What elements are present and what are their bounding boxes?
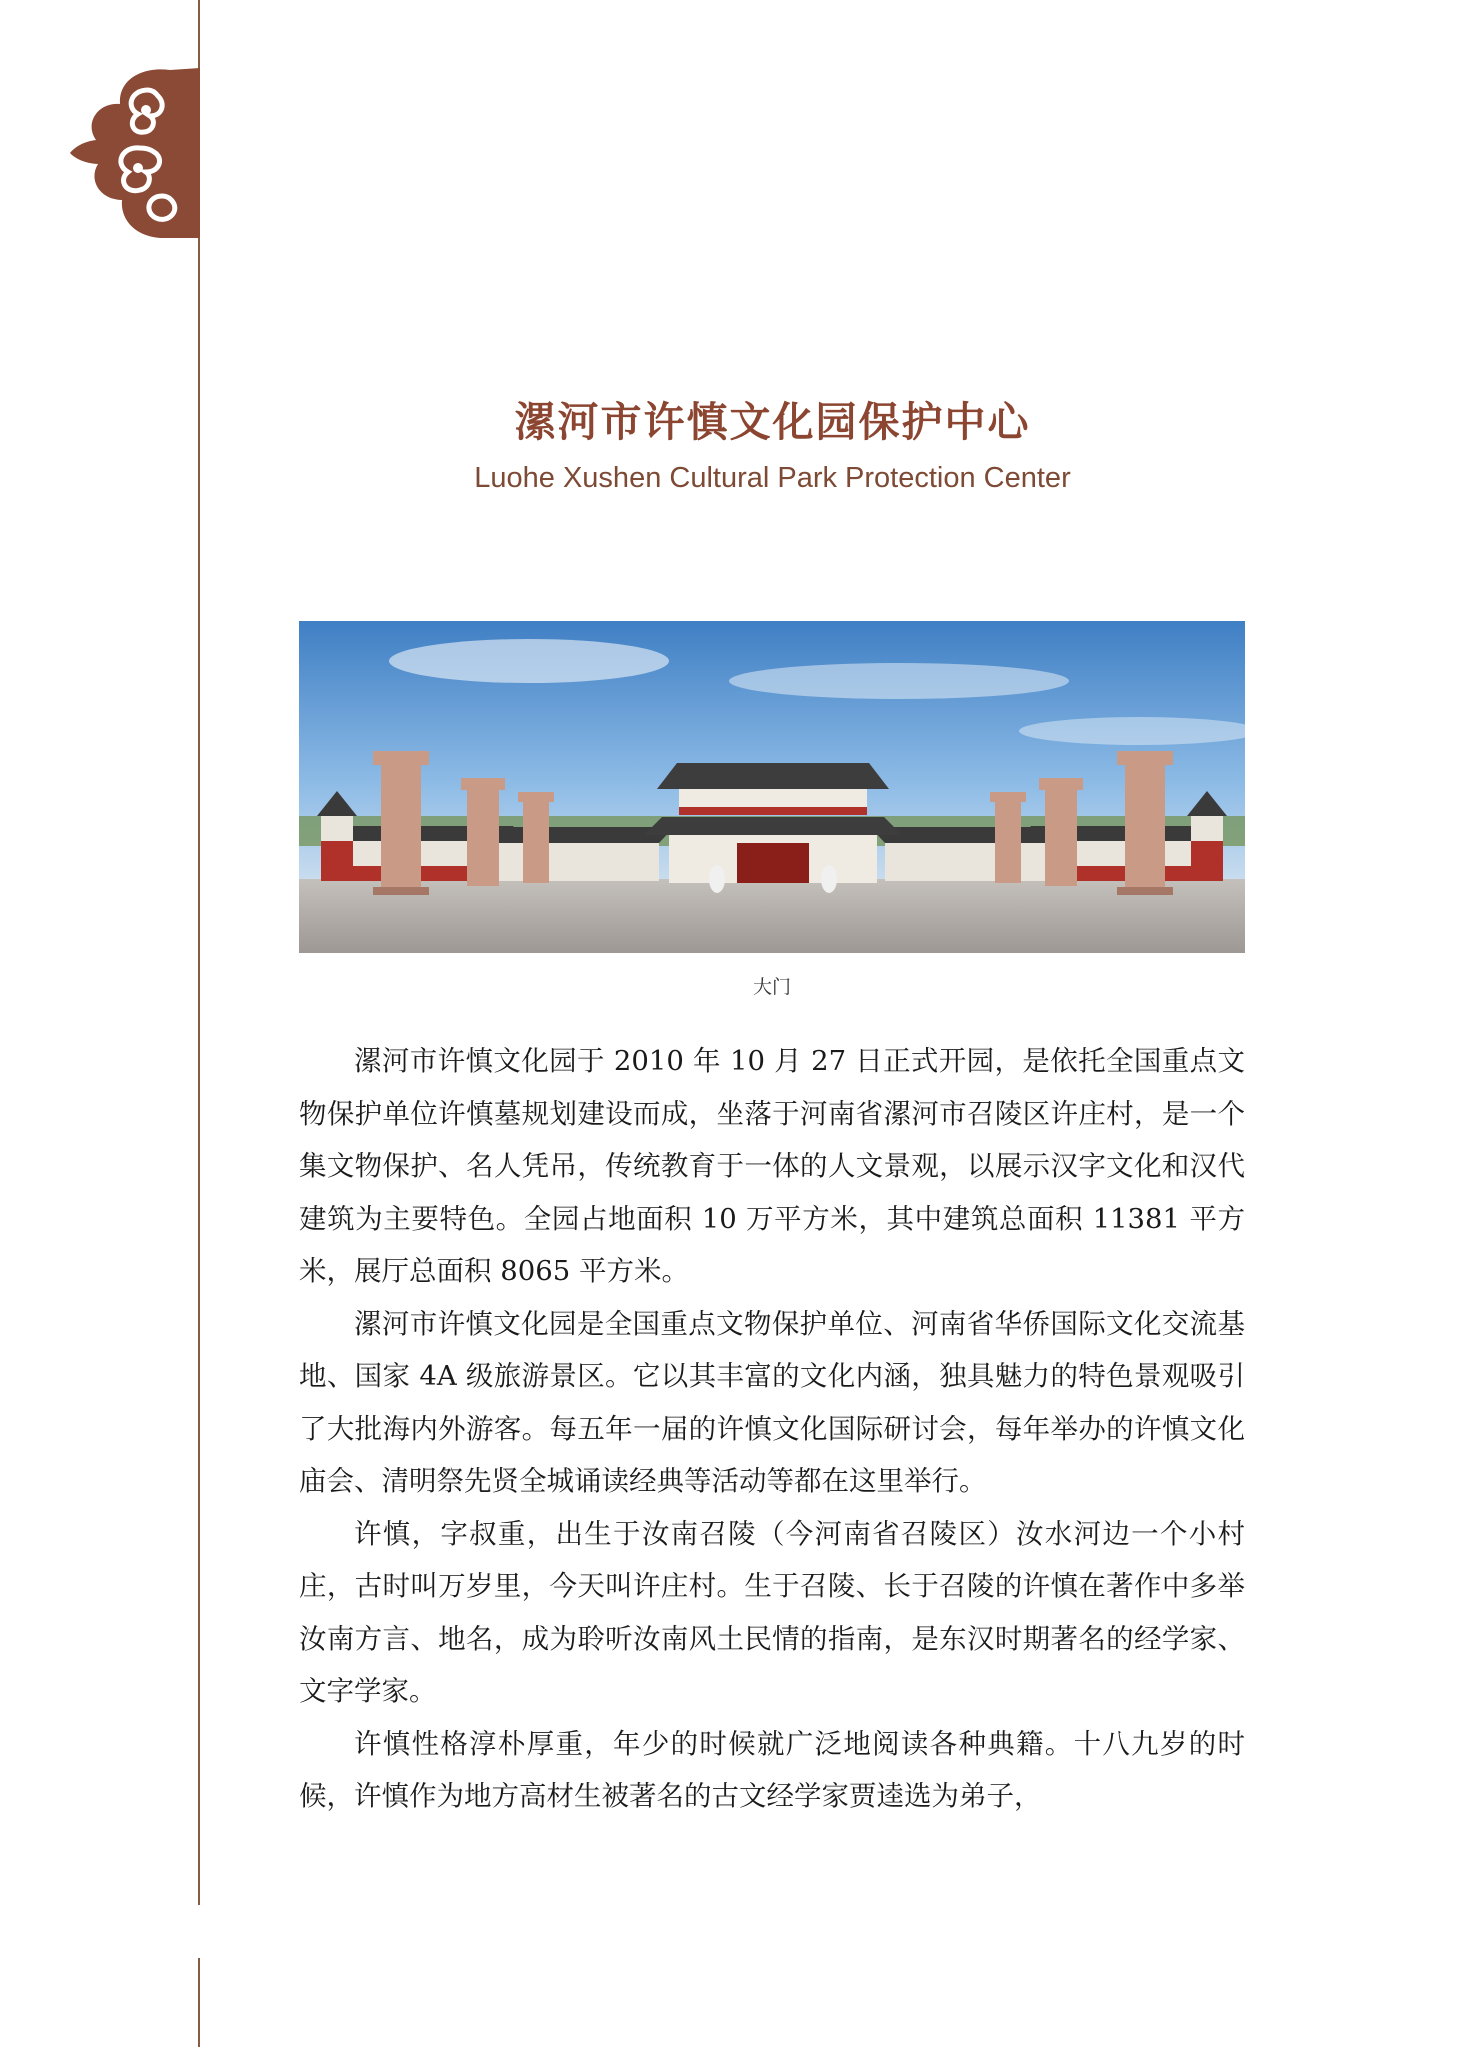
paragraph-1: 漯河市许慎文化园于 2010 年 10 月 27 日正式开园，是依托全国重点文物保护单位许慎墓规划建设而成，坐落于河南省漯河市召陵区许庄村，是一个集文物保护、名人凭吊，传统教育于一体的人文景观，以展示汉字文化和汉代建筑为主要特色。全园占地面积 10 万平方米，其中建筑总面积 11381 平方米，展厅总面积 8065 平方米。 xyxy=(299,1045,1245,1287)
page-title: 漯河市许慎文化园保护中心 xyxy=(514,398,1031,446)
paragraph-4: 许慎性格淳朴厚重，年少的时候就广泛地阅读各种典籍。十八九岁的时候，许慎作为地方高材生被著名的古文经学家贾逵选为弟子， xyxy=(299,1727,1245,1812)
article-body xyxy=(299,1035,1245,1823)
paragraph-3: 许慎，字叔重，出生于汝南召陵（今河南省召陵区）汝水河边一个小村庄，古时叫万岁里，今天叫许庄村。生于召陵、长于召陵的许慎在著作中多举汝南方言、地名，成为聆听汝南风土民情的指南，是东汉时期著名的经学家、文字学家。 xyxy=(299,1517,1245,1707)
cloud-ornament-icon xyxy=(70,68,205,238)
title-block xyxy=(300,392,1245,498)
page-subtitle-en: Luohe Xushen Cultural Park Protection Center xyxy=(474,462,1071,494)
photo-caption: 大门 xyxy=(752,976,791,998)
margin-rule-top xyxy=(198,0,200,1905)
paragraph-2: 漯河市许慎文化园是全国重点文物保护单位、河南省华侨国际文化交流基地、国家 4A 级旅游景区。它以其丰富的文化内涵，独具魅力的特色景观吸引了大批海内外游客。每五年一届的许慎文化国际研讨会，每年举办的许慎文化庙会、清明祭先贤全城诵读经典等活动等都在这里举行。 xyxy=(299,1307,1245,1497)
gate-photo xyxy=(299,621,1245,953)
margin-rule-bottom xyxy=(198,1958,200,2047)
